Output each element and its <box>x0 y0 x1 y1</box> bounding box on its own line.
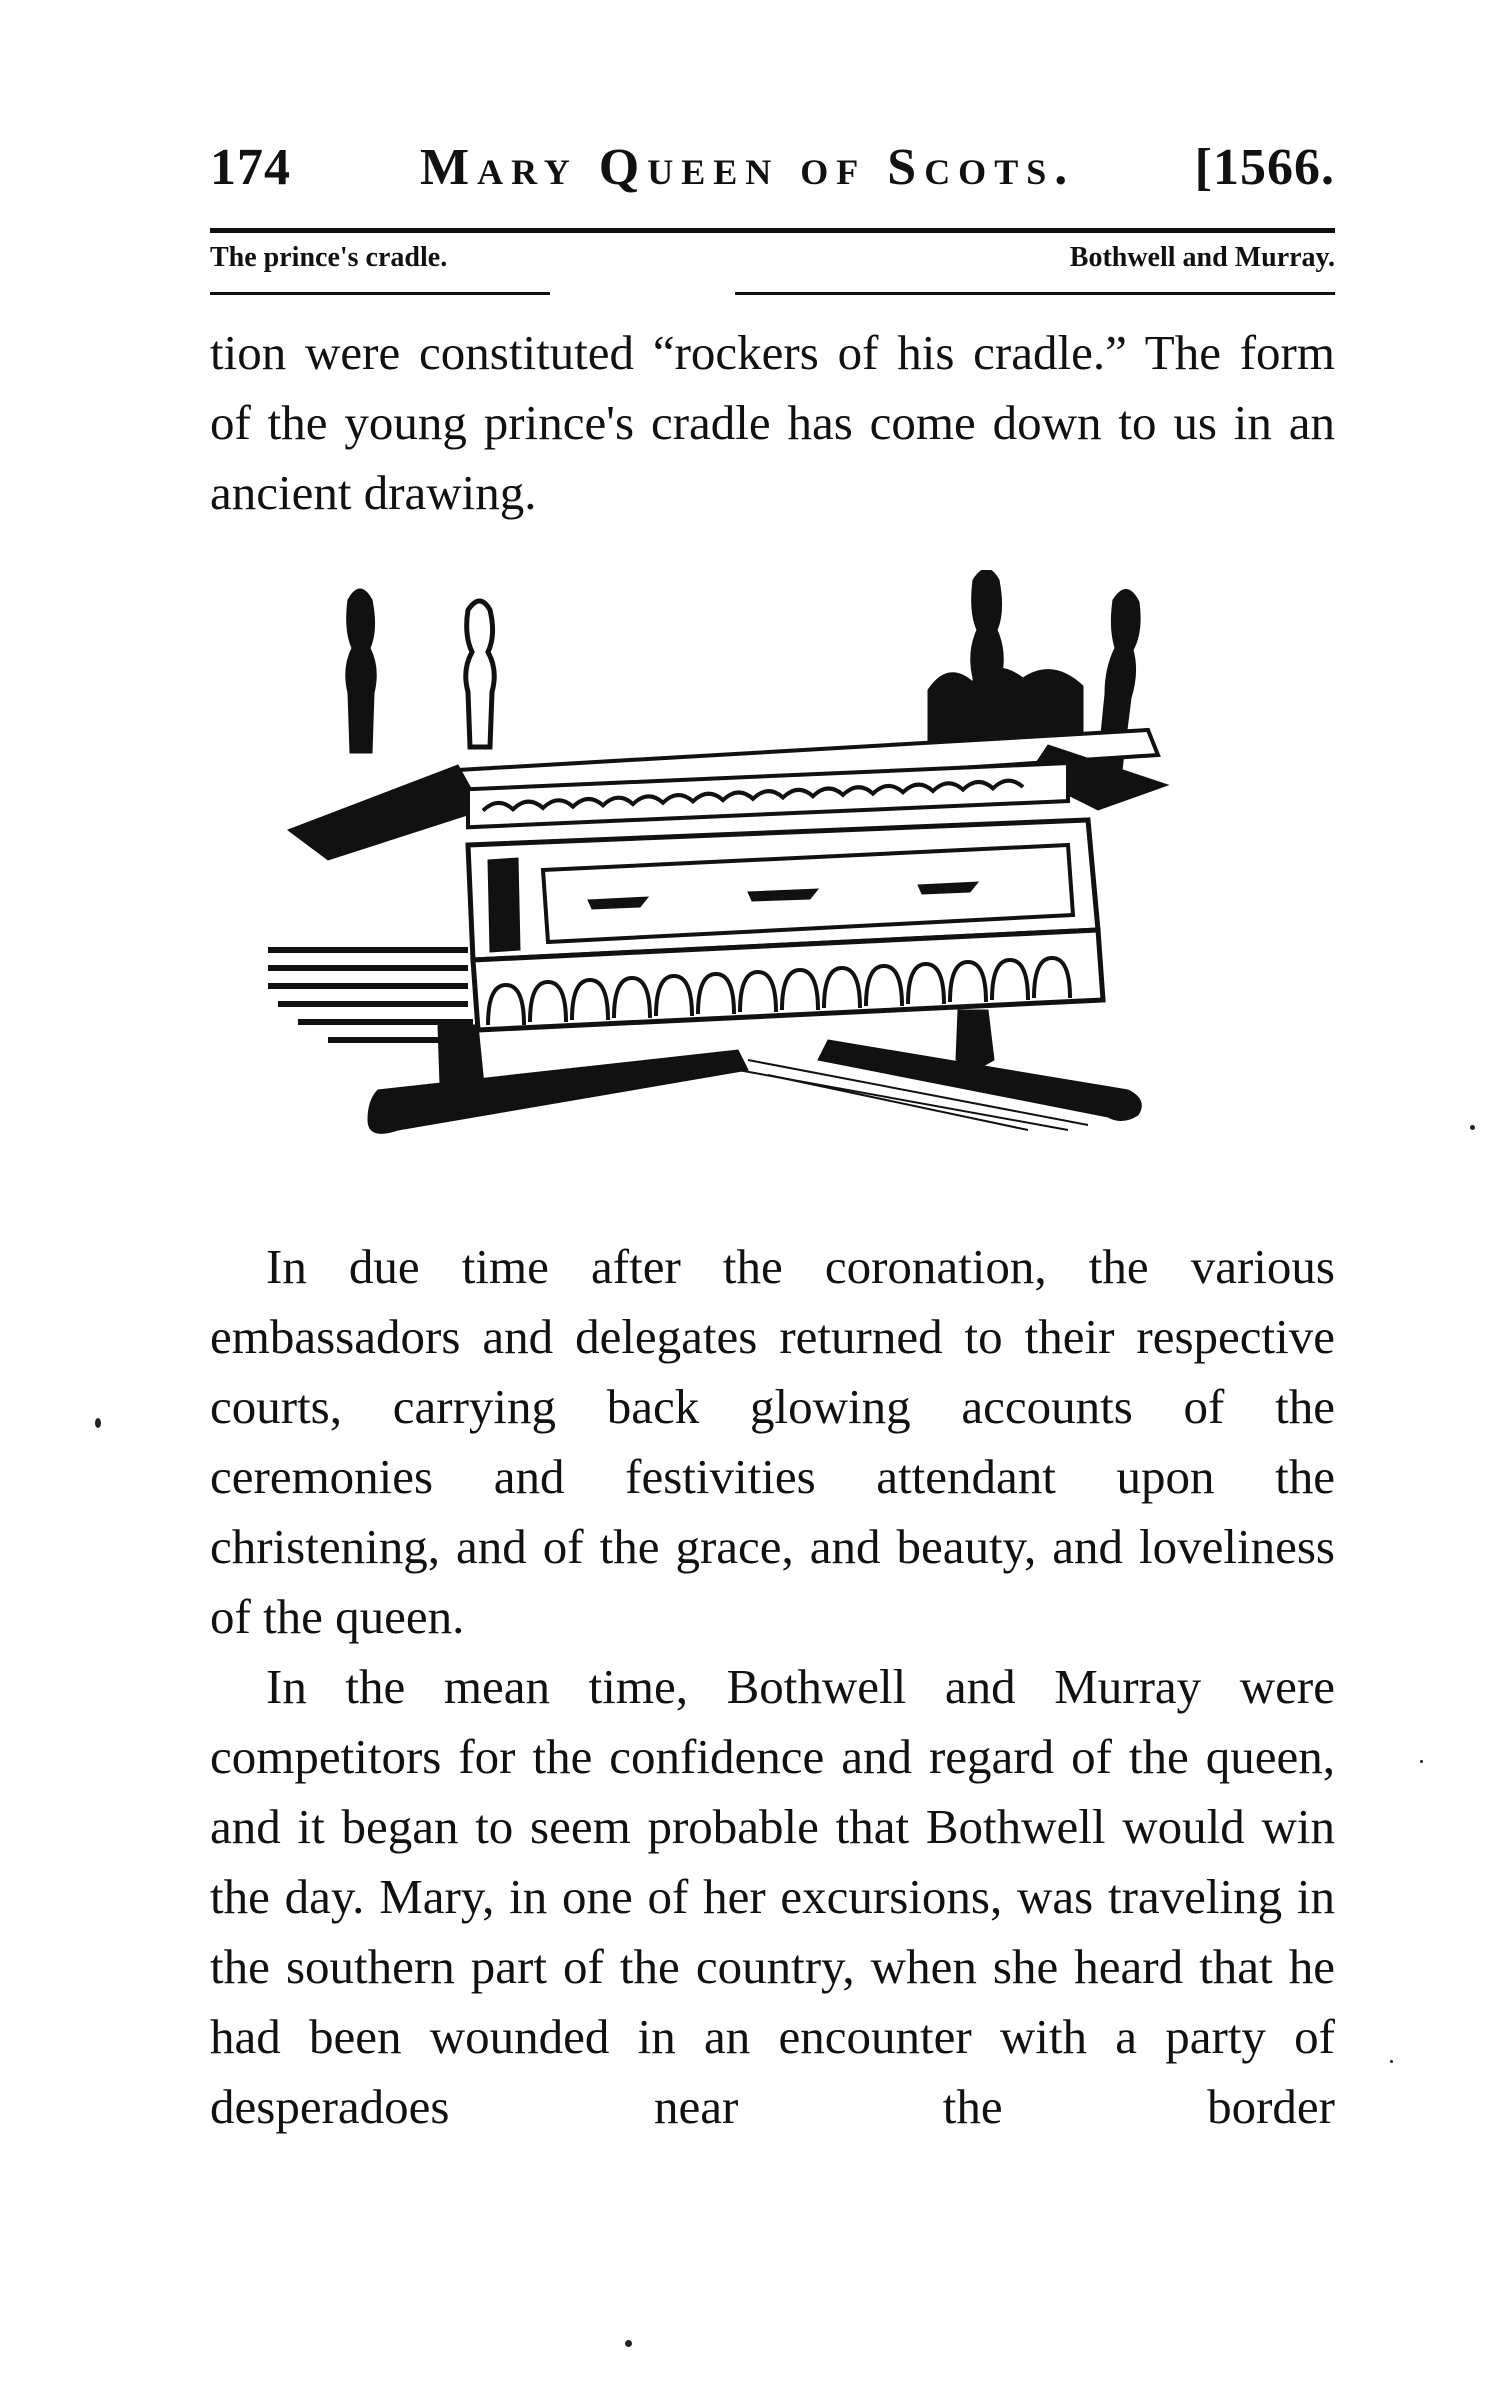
cradle-illustration <box>268 570 1188 1200</box>
paragraph-embassadors <box>210 1232 1335 1652</box>
book-title: Mary Queen of Scots. <box>420 139 1076 196</box>
paragraph-text: In the mean time, Bothwell and Murray were competitors for the confidence and regard of the queen, and it began to seem probable that Bothwell would win the day. Mary, in one of her excursions, was traveling in the southern part of the country, when she heard that he had been wounded in an encounter with a party of desperadoes near the border <box>210 1659 1335 2134</box>
year-marker: [1566. <box>1194 139 1335 196</box>
paragraph-text: In due time after the coronation, the various embassadors and delegates returned to their respective courts, carrying back glowing accounts of the ceremonies and festivities attendant upon the christening, and of the grace, and beauty, and loveliness of the queen. <box>210 1239 1335 1644</box>
page-number: 174 <box>210 139 291 196</box>
sidenote-left: The prince's cradle. <box>210 242 448 273</box>
sidenote-right: Bothwell and Murray. <box>1069 242 1335 273</box>
sidenote-rule-left <box>210 292 550 295</box>
sidenote-rule-right <box>735 292 1335 295</box>
header-rule <box>210 228 1335 233</box>
paragraph-text: tion were constituted “rockers of his cradle.” The form of the young prince's cradle has come down to us in an ancient drawing. <box>210 325 1335 520</box>
running-head <box>210 138 1335 208</box>
cradle-icon <box>268 570 1168 1133</box>
paragraph-continuation <box>210 318 1335 528</box>
paragraph-bothwell <box>210 1652 1335 2142</box>
